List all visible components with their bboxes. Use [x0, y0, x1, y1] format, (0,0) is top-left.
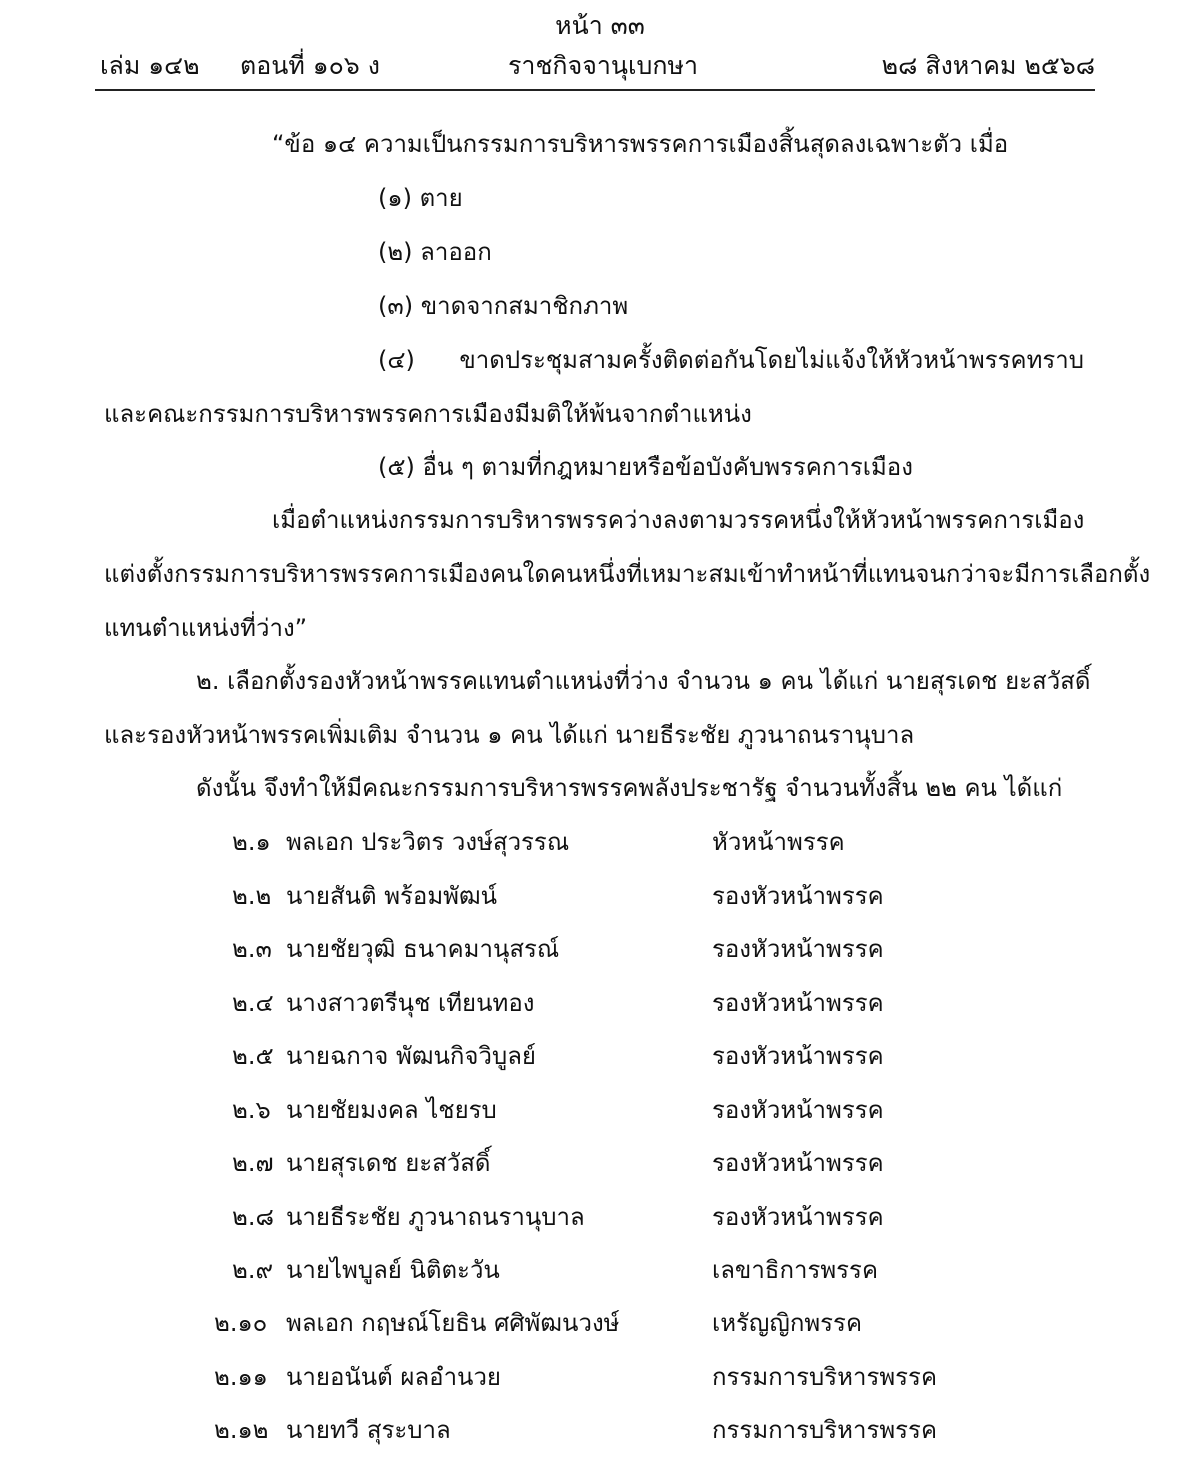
member-name: นายสุรเดช ยะสวัสดิ์ — [286, 1149, 491, 1177]
member-name: นายไพบูลย์ นิติตะวัน — [286, 1256, 500, 1284]
election-paragraph-line: และรองหัวหน้าพรรคเพิ่มเติม จำนวน ๑ คน ได้แก่ นายธีระชัย ภูวนาถนรานุบาล — [104, 721, 915, 749]
member-position: รองหัวหน้าพรรค — [712, 882, 884, 910]
vacancy-paragraph-line: เมื่อตำแหน่งกรรมการบริหารพรรคว่างลงตามวรรคหนึ่งให้หัวหน้าพรรคการเมือง — [272, 506, 1085, 534]
member-number: ๒.๑๒ — [214, 1416, 269, 1444]
header-rule — [95, 89, 1095, 91]
member-number: ๒.๙ — [232, 1256, 274, 1284]
member-position: รองหัวหน้าพรรค — [712, 1149, 884, 1177]
member-name: นายธีระชัย ภูวนาถนรานุบาล — [286, 1203, 585, 1231]
member-position: กรรมการบริหารพรรค — [712, 1363, 937, 1391]
clause-intro: “ข้อ ๑๔ ความเป็นกรรมการบริหารพรรคการเมืองสิ้นสุดลงเฉพาะตัว เมื่อ — [272, 130, 1009, 158]
member-name: นายชัยวุฒิ ธนาคมานุสรณ์ — [286, 935, 560, 963]
issue-label: ตอนที่ ๑๐๖ ง — [240, 51, 380, 80]
member-name: นายชัยมงคล ไชยรบ — [286, 1096, 497, 1124]
summary-paragraph: ดังนั้น จึงทำให้มีคณะกรรมการบริหารพรรคพลังประชารัฐ จำนวนทั้งสิ้น ๒๒ คน ได้แก่ — [196, 774, 1063, 802]
member-name: พลเอก กฤษณ์โยธิน ศศิพัฒนวงษ์ — [286, 1309, 620, 1337]
member-number: ๒.๖ — [232, 1096, 271, 1124]
member-position: รองหัวหน้าพรรค — [712, 1096, 884, 1124]
member-position: รองหัวหน้าพรรค — [712, 1042, 884, 1070]
member-number: ๒.๕ — [232, 1042, 274, 1070]
member-number: ๒.๗ — [232, 1149, 274, 1177]
clause-item: (๓) ขาดจากสมาชิกภาพ — [378, 292, 629, 320]
page-number: หน้า ๓๓ — [555, 11, 645, 40]
member-position: เลขาธิการพรรค — [712, 1256, 878, 1284]
election-paragraph-line: ๒. เลือกตั้งรองหัวหน้าพรรคแทนตำแหน่งที่ว่าง จำนวน ๑ คน ได้แก่ นายสุรเดช ยะสวัสดิ์ — [196, 667, 1091, 695]
member-name: นายสันติ พร้อมพัฒน์ — [286, 882, 498, 910]
member-position: หัวหน้าพรรค — [712, 828, 845, 856]
member-number: ๒.๑๑ — [214, 1363, 268, 1391]
member-position: รองหัวหน้าพรรค — [712, 935, 884, 963]
member-number: ๒.๑๐ — [214, 1309, 268, 1337]
member-number: ๒.๘ — [232, 1203, 274, 1231]
vacancy-paragraph-line: แทนตำแหน่งที่ว่าง” — [104, 614, 308, 642]
volume-label: เล่ม ๑๔๒ — [100, 51, 200, 80]
publication-title: ราชกิจจานุเบกษา — [508, 51, 699, 80]
member-name: นางสาวตรีนุช เทียนทอง — [286, 989, 535, 1017]
member-number: ๒.๒ — [232, 882, 272, 910]
clause-item: (๒) ลาออก — [378, 238, 492, 266]
member-position: รองหัวหน้าพรรค — [712, 1203, 884, 1231]
member-name: นายอนันต์ ผลอำนวย — [286, 1363, 501, 1391]
vacancy-paragraph-line: แต่งตั้งกรรมการบริหารพรรคการเมืองคนใดคนหนึ่งที่เหมาะสมเข้าทำหน้าที่แทนจนกว่าจะมีการเลือกตั้ง — [104, 560, 1151, 588]
member-name: พลเอก ประวิตร วงษ์สุวรรณ — [286, 828, 570, 856]
member-name: นายทวี สุระบาล — [286, 1416, 451, 1444]
clause-item: (๔) ขาดประชุมสามครั้งติดต่อกันโดยไม่แจ้งให้หัวหน้าพรรคทราบ — [378, 346, 1084, 374]
member-number: ๒.๓ — [232, 935, 272, 963]
member-position: เหรัญญิกพรรค — [712, 1309, 862, 1337]
clause-item: (๑) ตาย — [378, 184, 463, 212]
gazette-header — [100, 46, 1095, 86]
member-position: กรรมการบริหารพรรค — [712, 1416, 937, 1444]
publication-date: ๒๘ สิงหาคม ๒๕๖๘ — [881, 51, 1095, 80]
member-name: นายฉกาจ พัฒนกิจวิบูลย์ — [286, 1042, 536, 1070]
member-position: รองหัวหน้าพรรค — [712, 989, 884, 1017]
member-number: ๒.๑ — [232, 828, 271, 856]
member-number: ๒.๔ — [232, 989, 274, 1017]
clause-item-continuation: และคณะกรรมการบริหารพรรคการเมืองมีมติให้พ้นจากตำแหน่ง — [104, 400, 752, 428]
clause-item: (๕) อื่น ๆ ตามที่กฎหมายหรือข้อบังคับพรรคการเมือง — [378, 453, 913, 481]
